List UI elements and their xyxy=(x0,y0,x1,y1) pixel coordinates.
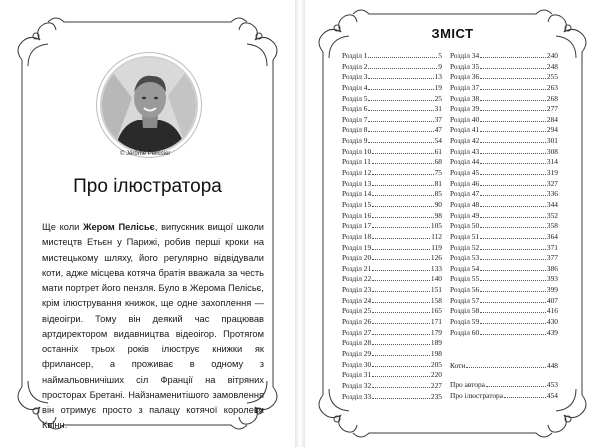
toc-entry-page: 85 xyxy=(434,189,442,199)
toc-entry-page: 61 xyxy=(434,146,442,156)
toc-leader-dots xyxy=(480,249,546,250)
toc-entry-label: Розділ 44 xyxy=(450,157,480,167)
toc-entry[interactable] xyxy=(342,370,442,381)
toc-entry-label: Розділ 47 xyxy=(450,189,480,199)
toc-entry-page: 314 xyxy=(546,157,558,167)
toc-entry-page: 399 xyxy=(546,285,558,295)
toc-entry[interactable] xyxy=(342,189,442,200)
toc-entry-label: Розділ 35 xyxy=(450,61,480,71)
toc-entry[interactable] xyxy=(342,264,442,275)
toc-entry[interactable] xyxy=(342,157,442,168)
toc-entry-page: 227 xyxy=(430,380,442,390)
toc-entry-label: Розділ 23 xyxy=(342,285,372,295)
toc-entry-page: 308 xyxy=(546,146,558,156)
toc-entry-label: Розділ 18 xyxy=(342,231,372,241)
toc-leader-dots xyxy=(480,57,546,58)
toc-entry-page: 37 xyxy=(434,114,442,124)
toc-entry-label: Розділ 39 xyxy=(450,104,480,114)
toc-leader-dots xyxy=(368,131,433,132)
toc-entry-page: 439 xyxy=(546,327,558,337)
toc-entry-page: 189 xyxy=(430,338,442,348)
toc-entry-page: 47 xyxy=(434,125,442,135)
toc-entry[interactable] xyxy=(450,211,558,222)
toc-leader-dots xyxy=(372,398,430,399)
toc-entry[interactable] xyxy=(450,200,558,211)
toc-leader-dots xyxy=(372,259,430,260)
toc-leader-dots xyxy=(372,195,433,196)
toc-entry[interactable] xyxy=(342,147,442,158)
toc-entry-page: 416 xyxy=(546,306,558,316)
toc-entry-label: Розділ 28 xyxy=(342,338,372,348)
toc-leader-dots xyxy=(372,344,430,345)
toc-entry-label: Розділ 30 xyxy=(342,359,372,369)
toc-leader-dots xyxy=(372,238,430,239)
toc-entry-page: 205 xyxy=(430,359,442,369)
toc-entry-label: Розділ 56 xyxy=(450,285,480,295)
toc-leader-dots xyxy=(372,174,433,175)
illustrator-name: Жером Пелісьє xyxy=(83,222,155,232)
toc-entry-page: 151 xyxy=(430,285,442,295)
toc-entry[interactable] xyxy=(450,72,558,83)
toc-entry-page: 407 xyxy=(546,295,558,305)
toc-entry-label: Розділ 59 xyxy=(450,317,480,327)
toc-entry-page: 364 xyxy=(546,231,558,241)
toc-entry-about-author[interactable] xyxy=(450,380,558,391)
portrait-image xyxy=(102,58,196,152)
toc-entry[interactable] xyxy=(342,338,442,349)
toc-entry-page: 248 xyxy=(546,61,558,71)
toc-entry-page: 25 xyxy=(434,93,442,103)
toc-leader-dots xyxy=(480,142,546,143)
toc-entry-label: Розділ 12 xyxy=(342,168,372,178)
toc-entry-label: Розділ 20 xyxy=(342,253,372,263)
toc-entry-label: Розділ 9 xyxy=(342,136,368,146)
toc-entry[interactable] xyxy=(450,147,558,158)
toc-entry-label: Розділ 3 xyxy=(342,72,368,82)
toc-leader-dots xyxy=(480,270,546,271)
toc-entry[interactable] xyxy=(450,306,558,317)
toc-leader-dots xyxy=(480,185,546,186)
toc-entry-label: Розділ 34 xyxy=(450,51,480,60)
toc-entry[interactable] xyxy=(342,115,442,126)
toc-entry[interactable] xyxy=(450,115,558,126)
toc-leader-dots xyxy=(480,280,546,281)
toc-entry-page: 133 xyxy=(430,263,442,273)
toc-leader-dots xyxy=(480,259,546,260)
toc-leader-dots xyxy=(486,386,546,387)
bio-text-rest: , випускник вищої школи мистецтв Етьєн у Парижі, робив перші кроки на мистецькому шляху, його регулярно відвідували коти, адже місцева котяча братія вважала за честь мати портрет його пензля. Було в Жерома Пелісьє, крім ілюстрування книжок, ще одне захоплення — відеоігри. Тому він деякий час працював артдиректором видавництва відеоігор. Протягом останніх трьох років ілюструє книжки як фрилансер, а проживає в одному з наймальовничіших сіл Франції на вітряних просторах Бретані. Найзнаменитішого замовлення він отримує просто з палацу котячої королеви Квінн. xyxy=(42,222,264,431)
toc-entry-page: 255 xyxy=(546,72,558,82)
toc-leader-dots xyxy=(368,110,433,111)
toc-entry-page: 336 xyxy=(546,189,558,199)
toc-entry[interactable] xyxy=(450,317,558,328)
toc-entry[interactable] xyxy=(342,125,442,136)
toc-leader-dots xyxy=(480,323,546,324)
toc-entry-page: 268 xyxy=(546,93,558,103)
toc-entry-label: Розділ 10 xyxy=(342,146,372,156)
toc-entry[interactable] xyxy=(342,136,442,147)
toc-entry-label: Розділ 43 xyxy=(450,146,480,156)
toc-leader-dots xyxy=(372,302,430,303)
toc-entry-label: Розділ 21 xyxy=(342,263,372,273)
toc-leader-dots xyxy=(372,334,430,335)
toc-entry[interactable] xyxy=(450,243,558,254)
toc-entry-page: 220 xyxy=(430,370,442,380)
toc-entry[interactable] xyxy=(342,306,442,317)
toc-entry-page: 75 xyxy=(434,168,442,178)
toc-leader-dots xyxy=(372,270,430,271)
toc-leader-dots xyxy=(372,366,430,367)
toc-entry[interactable] xyxy=(342,51,442,62)
toc-entry[interactable] xyxy=(450,94,558,105)
toc-leader-dots xyxy=(480,100,546,101)
toc-entry-page: 5 xyxy=(438,51,442,60)
toc-leader-dots xyxy=(480,131,546,132)
toc-entry-page: 393 xyxy=(546,274,558,284)
toc-title: ЗМІСТ xyxy=(431,26,474,41)
toc-entry-label: Розділ 24 xyxy=(342,295,372,305)
toc-entry-page: 19 xyxy=(434,82,442,92)
toc-entry-label: Розділ 54 xyxy=(450,263,480,273)
page-title: Про ілюстратора xyxy=(73,176,222,197)
toc-entry[interactable] xyxy=(342,232,442,243)
toc-entry-label: Розділ 14 xyxy=(342,189,372,199)
toc-leader-dots xyxy=(372,355,430,356)
toc-entry-label: Розділ 46 xyxy=(450,178,480,188)
toc-leader-dots xyxy=(368,57,437,58)
toc-entry-label: Розділ 60 xyxy=(450,327,480,337)
toc-entry[interactable] xyxy=(342,381,442,392)
toc-entry[interactable] xyxy=(450,168,558,179)
toc-entry[interactable] xyxy=(342,360,442,371)
toc-entry-page: 158 xyxy=(430,295,442,305)
toc-entry-page: 453 xyxy=(546,380,558,389)
toc-entry-label: Розділ 16 xyxy=(342,210,372,220)
toc-entry-page: 165 xyxy=(430,306,442,316)
toc-leader-dots xyxy=(372,227,430,228)
left-page xyxy=(0,0,295,447)
toc-entry[interactable] xyxy=(342,211,442,222)
toc-leader-dots xyxy=(372,280,430,281)
toc-entry-page: 68 xyxy=(434,157,442,167)
toc-entry[interactable] xyxy=(450,253,558,264)
toc-entry[interactable] xyxy=(342,83,442,94)
toc-entry[interactable] xyxy=(342,285,442,296)
toc-leader-dots xyxy=(480,227,546,228)
toc-leader-dots xyxy=(372,163,434,164)
toc-leader-dots xyxy=(372,291,430,292)
toc-entry-page: 284 xyxy=(546,114,558,124)
toc-leader-dots xyxy=(480,302,546,303)
toc-entry-label: Розділ 13 xyxy=(342,178,372,188)
toc-entry-page: 327 xyxy=(546,178,558,188)
toc-entry-label: Розділ 1 xyxy=(342,51,368,60)
toc-entry-page: 90 xyxy=(434,199,442,209)
toc-entry[interactable] xyxy=(450,221,558,232)
toc-entry-label: Розділ 52 xyxy=(450,242,480,252)
toc-entry-label: Розділ 15 xyxy=(342,199,372,209)
toc-entry-label: Розділ 51 xyxy=(450,231,480,241)
toc-entry-page: 301 xyxy=(546,136,558,146)
toc-entry[interactable] xyxy=(450,104,558,115)
toc-entry-page: 105 xyxy=(430,221,442,231)
toc-entry-label: Розділ 5 xyxy=(342,93,368,103)
toc-column-left xyxy=(342,51,442,402)
toc-leader-dots xyxy=(368,142,433,143)
toc-entry-label: Розділ 8 xyxy=(342,125,368,135)
toc-entry-page: 430 xyxy=(546,317,558,327)
toc-entry[interactable] xyxy=(342,317,442,328)
toc-entry-page: 235 xyxy=(430,391,442,401)
toc-leader-dots xyxy=(480,312,546,313)
toc-leader-dots xyxy=(480,238,546,239)
toc-entry[interactable] xyxy=(342,253,442,264)
toc-entry[interactable] xyxy=(450,125,558,136)
toc-entry-page: 98 xyxy=(434,210,442,220)
toc-entry-label: Розділ 45 xyxy=(450,168,480,178)
toc-entry-label: Розділ 6 xyxy=(342,104,368,114)
toc-entry-page: 454 xyxy=(546,391,558,400)
toc-entry-page: 13 xyxy=(434,72,442,82)
toc-entry-label: Розділ 53 xyxy=(450,253,480,263)
toc-entry[interactable] xyxy=(450,157,558,168)
toc-entry-page: 448 xyxy=(546,361,558,370)
toc-leader-dots xyxy=(480,334,546,335)
toc-entry-label: Розділ 55 xyxy=(450,274,480,284)
toc-leader-dots xyxy=(372,217,433,218)
toc-leader-dots xyxy=(504,397,546,398)
toc-entry[interactable] xyxy=(342,243,442,254)
toc-entry-page: 319 xyxy=(546,168,558,178)
toc-entry-label: Розділ 31 xyxy=(342,370,372,380)
toc-entry-label: Розділ 38 xyxy=(450,93,480,103)
toc-entry[interactable] xyxy=(450,62,558,73)
toc-entry-label: Розділ 7 xyxy=(342,114,368,124)
toc-entry[interactable] xyxy=(450,189,558,200)
toc-leader-dots xyxy=(466,367,546,368)
toc-entry-label: Розділ 32 xyxy=(342,380,372,390)
toc-leader-dots xyxy=(480,163,546,164)
toc-entry[interactable] xyxy=(342,179,442,190)
toc-entry-page: 198 xyxy=(430,348,442,358)
toc-leader-dots xyxy=(372,185,433,186)
toc-leader-dots xyxy=(480,121,546,122)
toc-entry-page: 140 xyxy=(430,274,442,284)
toc-leader-dots xyxy=(368,89,433,90)
toc-entry[interactable] xyxy=(450,136,558,147)
toc-leader-dots xyxy=(480,206,546,207)
toc-entry-label: Розділ 19 xyxy=(342,242,372,252)
toc-entry-page: 352 xyxy=(546,210,558,220)
toc-entry-label: Розділ 58 xyxy=(450,306,480,316)
toc-entry-page: 112 xyxy=(431,231,442,241)
toc-entry-page: 386 xyxy=(546,263,558,273)
toc-entry-page: 344 xyxy=(546,199,558,209)
toc-leader-dots xyxy=(372,249,430,250)
toc-entry-label: Розділ 40 xyxy=(450,114,480,124)
toc-entry-page: 31 xyxy=(434,104,442,114)
toc-entry-page: 240 xyxy=(546,51,558,60)
toc-entry-about-illustrator[interactable] xyxy=(450,391,558,402)
toc-entry[interactable] xyxy=(342,94,442,105)
toc-entry[interactable] xyxy=(342,328,442,339)
toc-entry[interactable] xyxy=(450,83,558,94)
toc-entry[interactable] xyxy=(342,221,442,232)
toc-entry-page: 171 xyxy=(430,317,442,327)
toc-entry-label: Розділ 36 xyxy=(450,72,480,82)
toc-leader-dots xyxy=(480,68,546,69)
toc-entry-page: 179 xyxy=(430,327,442,337)
toc-entry-page: 54 xyxy=(434,136,442,146)
toc-leader-dots xyxy=(368,100,433,101)
toc-entry-page: 294 xyxy=(546,125,558,135)
toc-entry[interactable] xyxy=(450,328,558,339)
toc-leader-dots xyxy=(372,312,430,313)
toc-leader-dots xyxy=(480,153,546,154)
toc-entry-label: Розділ 57 xyxy=(450,295,480,305)
toc-entry[interactable] xyxy=(342,200,442,211)
right-page xyxy=(305,0,600,447)
toc-leader-dots xyxy=(480,89,546,90)
toc-entry-label: Розділ 27 xyxy=(342,327,372,337)
toc-leader-dots xyxy=(480,174,546,175)
toc-leader-dots xyxy=(368,68,437,69)
toc-leader-dots xyxy=(480,217,546,218)
toc-leader-dots xyxy=(480,291,546,292)
toc-entry-label: Розділ 50 xyxy=(450,221,480,231)
toc-leader-dots xyxy=(372,376,430,377)
toc-entry-cats[interactable] xyxy=(450,361,558,372)
toc-entry-label: Розділ 25 xyxy=(342,306,372,316)
toc-entry-page: 277 xyxy=(546,104,558,114)
toc-entry[interactable] xyxy=(342,62,442,73)
toc-leader-dots xyxy=(368,78,433,79)
toc-entry-label: Розділ 33 xyxy=(342,391,372,401)
bio-text-start: Ще коли xyxy=(42,222,84,232)
toc-entry[interactable] xyxy=(450,179,558,190)
toc-leader-dots xyxy=(480,78,546,79)
toc-entry-label: Розділ 42 xyxy=(450,136,480,146)
toc-leader-dots xyxy=(480,110,546,111)
toc-entry[interactable] xyxy=(342,349,442,360)
toc-column-right xyxy=(450,51,558,338)
toc-entry[interactable] xyxy=(450,232,558,243)
toc-entry[interactable] xyxy=(450,51,558,62)
toc-entry[interactable] xyxy=(342,72,442,83)
toc-entry-page: 377 xyxy=(546,253,558,263)
toc-entry-page: 371 xyxy=(546,242,558,252)
toc-leader-dots xyxy=(372,387,430,388)
toc-entry-page: 358 xyxy=(546,221,558,231)
toc-entry-label: Розділ 22 xyxy=(342,274,372,284)
toc-entry-label: Розділ 17 xyxy=(342,221,372,231)
toc-entry-label: Про ілюстратора xyxy=(450,391,504,400)
toc-entry-label: Розділ 11 xyxy=(342,157,371,167)
toc-entry[interactable] xyxy=(450,274,558,285)
toc-leader-dots xyxy=(368,121,433,122)
toc-entry-page: 126 xyxy=(430,253,442,263)
toc-entry[interactable] xyxy=(450,285,558,296)
toc-entry-page: 81 xyxy=(434,178,442,188)
toc-entry-label: Розділ 4 xyxy=(342,82,368,92)
book-gutter xyxy=(295,0,305,447)
toc-entry-label: Розділ 37 xyxy=(450,82,480,92)
toc-entry-page: 263 xyxy=(546,82,558,92)
photo-credit: © Jérôme Pélissier xyxy=(120,151,171,157)
toc-entry-page: 9 xyxy=(438,61,442,71)
toc-leader-dots xyxy=(372,153,433,154)
toc-entry-label: Розділ 49 xyxy=(450,210,480,220)
toc-entry-label: Розділ 29 xyxy=(342,348,372,358)
toc-entry-label: Розділ 48 xyxy=(450,199,480,209)
illustrator-bio xyxy=(42,220,264,434)
toc-leader-dots xyxy=(372,206,433,207)
toc-entry[interactable] xyxy=(450,296,558,307)
toc-entry[interactable] xyxy=(342,274,442,285)
toc-entry[interactable] xyxy=(342,392,442,403)
toc-entry-page: 119 xyxy=(431,242,442,252)
toc-leader-dots xyxy=(480,195,546,196)
toc-entry-label: Коти xyxy=(450,361,466,370)
toc-leader-dots xyxy=(372,323,430,324)
illustrator-portrait xyxy=(100,56,198,154)
toc-entry[interactable] xyxy=(342,104,442,115)
toc-entry-label: Розділ 26 xyxy=(342,317,372,327)
toc-entry[interactable] xyxy=(450,264,558,275)
toc-entry-label: Про автора xyxy=(450,380,485,389)
toc-entry[interactable] xyxy=(342,168,442,179)
toc-entry-label: Розділ 41 xyxy=(450,125,480,135)
toc-entry[interactable] xyxy=(342,296,442,307)
toc-entry-label: Розділ 2 xyxy=(342,61,368,71)
